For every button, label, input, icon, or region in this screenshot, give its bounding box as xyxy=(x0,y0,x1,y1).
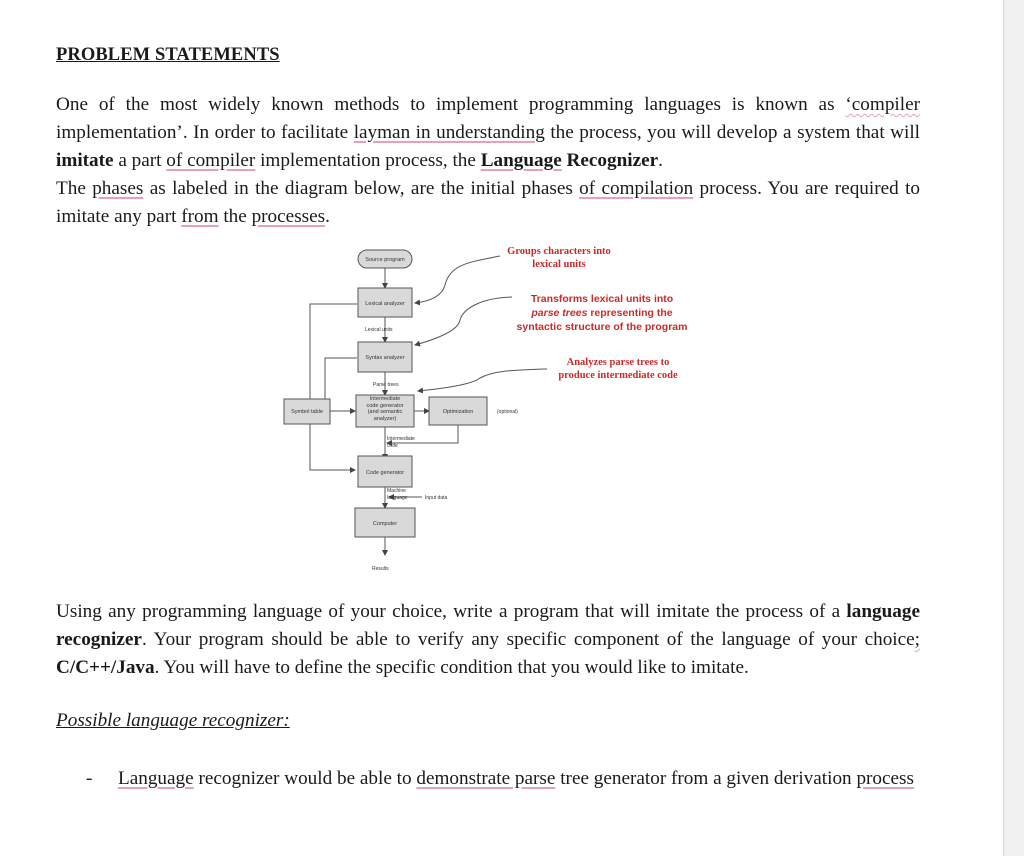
lexical-analyzer-label: Lexical analyzer xyxy=(365,301,405,307)
parse-trees-label: Parse trees xyxy=(373,382,399,388)
syntax-annotation-line4: syntactic structure of the program xyxy=(516,321,688,333)
text-run: Using any programming language of your choice, write a program that will imitate the process of a xyxy=(56,601,847,622)
syntax-annotation-rest: representing the xyxy=(587,307,673,319)
subheading: Possible language recognizer: xyxy=(56,710,290,731)
bold-term-recognizer: Recognizer xyxy=(566,150,659,171)
text-run: implementation process, the xyxy=(255,150,481,171)
text-run: . Your program should be able to verify any specific component of the language of your choice xyxy=(141,629,915,650)
intermediate-generator-label: Intermediate code generator (and semantic analyzer) xyxy=(366,396,404,422)
text-run: . You will have to define the specific condition that you would like to imitate. xyxy=(154,657,749,678)
annotation-leader xyxy=(415,297,512,345)
lexical-units-label: Lexical units xyxy=(365,327,393,333)
bold-term-languages: C/C++/Java xyxy=(56,657,155,678)
optional-label: (optional) xyxy=(497,409,518,415)
bold-term-language-recognizer: language recognizer xyxy=(56,601,920,650)
grammar-flag: processes xyxy=(251,206,326,227)
symbol-table-link xyxy=(310,304,357,399)
text-run: . In order to facilitate xyxy=(182,122,354,143)
page-edge xyxy=(1003,0,1004,856)
list-dash: - xyxy=(86,768,93,789)
bold-term-language: Language xyxy=(480,150,562,171)
machine-language-label: Machine language xyxy=(387,488,408,501)
symbol-table-link xyxy=(325,358,357,399)
grammar-flag: of compiler xyxy=(166,150,256,171)
bold-term-imitate: imitate xyxy=(56,150,114,171)
annotation-leader xyxy=(418,369,547,391)
text-run: implementation’ xyxy=(56,122,183,143)
grammar-flag: demonstrate parse xyxy=(416,768,556,789)
text-run: One of the most widely known methods to implement programming languages is known as xyxy=(56,94,846,115)
text-run: the xyxy=(218,206,252,227)
grammar-flag: Language xyxy=(118,768,194,789)
symbol-table-label: Symbol table xyxy=(291,409,323,415)
text-run: as labeled in the diagram below, are the initial phases xyxy=(143,178,580,199)
task-paragraph xyxy=(56,598,920,682)
text-run: a part xyxy=(113,150,167,171)
grammar-flag: layman in understanding xyxy=(353,122,545,143)
optimization-label: Optimization xyxy=(442,409,474,415)
syntax-annotation-line2 xyxy=(530,307,672,319)
syntax-annotation-line1: Transforms lexical units into xyxy=(530,293,674,305)
text-run: recognizer would be able to xyxy=(193,768,417,789)
text-run: The xyxy=(56,178,93,199)
code-generator-label: Code generator xyxy=(365,470,405,476)
intermediate-code-label: Intermediate code xyxy=(387,436,415,449)
spelling-flag: ‘compiler xyxy=(845,94,920,115)
syntax-analyzer-label: Syntax analyzer xyxy=(365,355,405,361)
text-run: tree generator from a given derivation xyxy=(555,768,857,789)
machine-language-label-wrap xyxy=(387,488,419,508)
intermediate-code-label-wrap xyxy=(387,436,423,456)
source-program-label: Source program xyxy=(365,257,405,263)
section-heading: PROBLEM STATEMENTS xyxy=(56,45,280,65)
intermediate-generator-label-wrap xyxy=(356,396,414,427)
syntax-annotation-emph: parse trees xyxy=(531,307,588,319)
grammar-flag: process xyxy=(856,768,914,789)
computer-label: Computer xyxy=(372,521,398,527)
annotation-leader xyxy=(415,256,500,303)
text-run: the process, you will develop a system that will xyxy=(544,122,921,143)
lexical-annotation: Groups characters into lexical units xyxy=(507,246,611,270)
input-data-label: Input data xyxy=(425,495,448,501)
grammar-flag: from xyxy=(181,206,219,227)
text-run: . xyxy=(325,206,330,227)
spelling-flag: ; xyxy=(914,629,920,650)
results-label: Results xyxy=(372,566,389,572)
intermediate-annotation: Analyzes parse trees to produce intermediate code xyxy=(558,357,678,381)
lexical-annotation-wrap xyxy=(494,245,624,275)
intermediate-annotation-wrap xyxy=(542,356,694,386)
grammar-flag: of compilation xyxy=(579,178,694,199)
text-run: . xyxy=(658,150,663,171)
symbol-table-link xyxy=(310,424,355,470)
grammar-flag: phases xyxy=(92,178,144,199)
text-run: process. You are required to imitate any part xyxy=(56,178,920,227)
list-item-text xyxy=(118,765,928,793)
